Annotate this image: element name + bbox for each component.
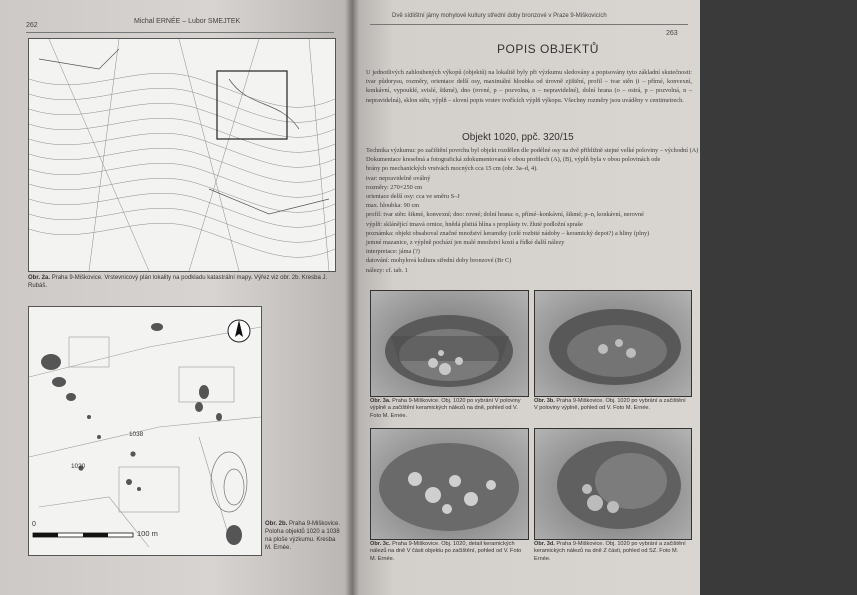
object-1020-label: 1020 — [71, 463, 86, 470]
section-title: POPIS OBJEKTŮ — [497, 42, 599, 56]
left-page — [0, 0, 352, 595]
photo-3d — [534, 428, 692, 540]
photo-3a-label: Obr. 3a. — [370, 398, 391, 404]
figure-2a-contour-map — [28, 38, 336, 272]
description-line: výplň: sklánějící tmavá ornice, hnědá plstitá hlína s proplásty tv. žluté podložní spraše — [366, 220, 583, 228]
description-line: jemné mazanice, z výplně pochází jen malé množství kostí a řídké další nálezy — [366, 239, 565, 247]
photo-3c-caption — [370, 541, 527, 563]
photo-3b — [534, 290, 692, 397]
north-arrow-icon — [228, 320, 250, 342]
photo-3b-text: Praha 9-Miškovice. Obj. 1020 po vybrání a začištění V poloviny výplně, pohled od V. Foto M. Ernée. — [534, 398, 686, 412]
figure-2b-site-plan — [28, 306, 262, 556]
object-description — [366, 146, 857, 275]
photo-3c-label: Obr. 3c. — [370, 541, 391, 547]
photo-3b-caption — [534, 398, 690, 413]
description-line: datování: mohylová kultura střední doby bronzové (Br C) — [366, 257, 512, 265]
description-line: brány po mechanických vrstvách mocných cca 15 cm (obr. 3a–d, 4). — [366, 165, 538, 173]
description-line: interpretace: jáma (?) — [366, 248, 420, 256]
object-1038-label: 1038 — [129, 431, 144, 438]
description-line: profil: tvar stěn: šikmé, konvexní; dno: rovné; dolní hrana: o, přímé–konkávní, šikmé; p–n, konkávní, nerovné — [366, 211, 644, 219]
running-head-right: Dvě sídlištní jámy mohylové kultury střední doby bronzové v Praze 9-Miškovicích — [392, 13, 607, 19]
photo-3a-caption — [370, 398, 527, 420]
description-line: Dokumentace kresebná a fotografická zdokumentovaná v obou profilech (A), (B), výplň byla v obou polovinách ode — [366, 156, 661, 164]
running-head-left: Michal ERNÉE – Lubor SMEJTEK — [134, 18, 241, 25]
description-line: tvar: nepravidelně oválný — [366, 174, 431, 182]
description-line: nálezy: cf. tab. 1 — [366, 266, 408, 274]
figure-2a-caption-text: Praha 9-Miškovice. Vrstevnicový plán lokality na podkladu katastrální mapy. Výřez viz obr. 2b. Kresba J. Rubáš. — [28, 275, 328, 289]
photo-3d-text: Praha 9-Miškovice. Obj. 1020 po vybrání a začištění keramických nálezů na dně Z části, pohled od SZ. Foto M. Ernée. — [534, 541, 686, 562]
photo-3d-label: Obr. 3d. — [534, 541, 555, 547]
description-line: orientace delší osy: cca ve směru S–J — [366, 193, 460, 201]
photo-3a — [370, 290, 529, 397]
figure-2a-caption — [28, 274, 334, 290]
photo-3a-text: Praha 9-Miškovice. Obj. 1020 po vybrání V poloviny výplně a začištění keramických nálezů na dně, pohled od V. Foto M. Ernée. — [370, 398, 521, 419]
page-number-left: 262 — [26, 22, 38, 29]
figure-2b-caption — [265, 520, 341, 552]
photo-3b-label: Obr. 3b. — [534, 398, 555, 404]
page-number-right: 263 — [666, 30, 678, 37]
header-rule-right — [370, 24, 688, 25]
right-page — [352, 0, 857, 595]
description-line: Technika výzkumu: po začištění povrchu byl objekt rozdělen dle podélné osy na dvě přibližně stejné velké poloviny – východní (A) a západní (B), obě poloviny objektu byly zkoumány odděleně. — [366, 147, 857, 154]
description-line: poznámka: objekt obsahoval značné množství keramiky (celé rozbité nádoby – keramický depot?) a hliny (plny) — [366, 229, 650, 237]
intro-paragraph: U jednotlivých zahloubených výkopů (objektů) na lokalitě byly při výzkumu sledovány a popisovány tyto základní skutečnosti: tvar půdorysu, rozměry, orientace delší osy, maximální hloubka od úrovně zjištění, profil – tvar stěn (i – přímé, konvexní, konkávní, vypouklé, svislé, šikmé), dno (rovné, p – pozvolna, n – nepravidelné), dolní hrana (o – ostrá, p – pozvolná, n – nepravidelná), sklon stěn, výplň – slovní popis vrstev tvořících výplň výkopu. Všechny rozměry jsou uváděny v centimetrech. — [366, 69, 692, 104]
header-rule-left — [26, 32, 334, 33]
contour-map-drawing — [29, 39, 335, 271]
scale-bar — [33, 533, 133, 537]
figure-2a-caption-label: Obr. 2a. — [28, 275, 51, 281]
description-line: max. hloubka: 90 cm — [366, 202, 420, 210]
figure-2b-caption-text: Praha 9-Miškovice. Poloha objektů 1020 a 1038 na ploše výzkumu. Kresba M. Ernée. — [265, 521, 341, 551]
object-heading: Objekt 1020, ppč. 320/15 — [462, 132, 574, 143]
photo-3d-caption — [534, 541, 690, 563]
figure-2b-caption-label: Obr. 2b. — [265, 521, 288, 527]
description-line: rozměry: 270×250 cm — [366, 183, 423, 191]
photo-3c-text: Praha 9-Miškovice. Obj. 1020, detail keramických nálezů na dně V části objektu po začištění, pohled od V. Foto M. Ernée. — [370, 541, 522, 562]
scale-zero-label: 0 — [32, 521, 36, 528]
photo-3c — [370, 428, 529, 540]
scale-end-label: 100 m — [137, 529, 158, 538]
site-plan-drawing — [29, 307, 261, 555]
object-1038-marker — [130, 451, 135, 456]
book-gutter — [345, 0, 359, 595]
